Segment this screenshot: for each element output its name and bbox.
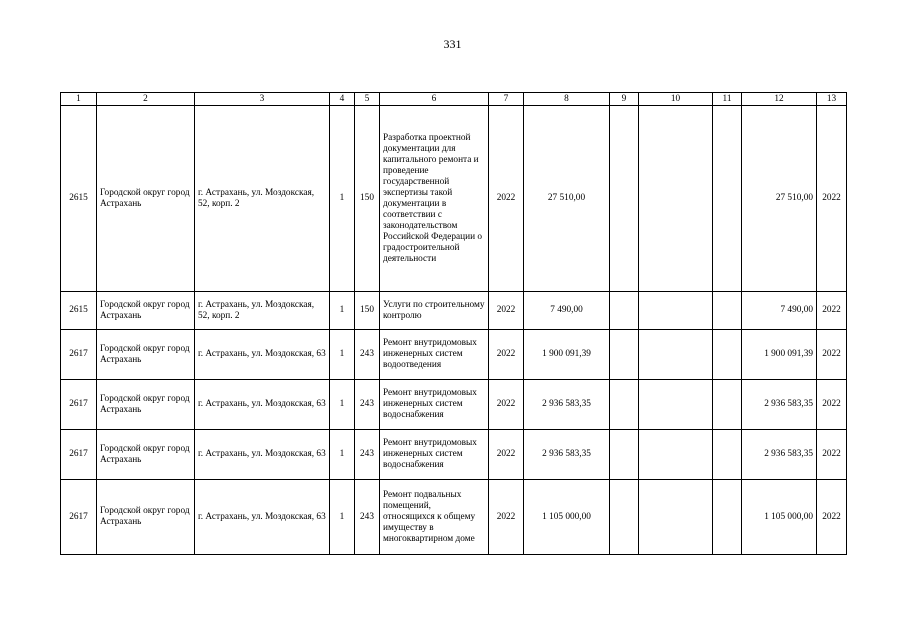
table-row: [61, 292, 847, 330]
address-cell: г. Астрахань, ул. Моздокская, 63: [195, 330, 330, 380]
column-number-row: [61, 93, 847, 106]
column-number: 13: [817, 93, 847, 106]
column-11-cell: [713, 430, 742, 480]
house-id-cell: 2617: [61, 480, 97, 555]
column-5-cell: 243: [355, 430, 380, 480]
column-4-cell: 1: [330, 380, 355, 430]
cost-cell: 1 105 000,00: [524, 480, 610, 555]
cost-cell: 1 900 091,39: [524, 330, 610, 380]
completion-year-cell: 2022: [817, 380, 847, 430]
column-number: 7: [489, 93, 524, 106]
amount-cell: 27 510,00: [742, 106, 817, 292]
column-11-cell: [713, 480, 742, 555]
table-row: [61, 330, 847, 380]
year-cell: 2022: [489, 480, 524, 555]
column-number: 3: [195, 93, 330, 106]
year-cell: 2022: [489, 292, 524, 330]
column-11-cell: [713, 292, 742, 330]
municipality-cell: Городской округ город Астрахань: [97, 292, 195, 330]
table-row: [61, 430, 847, 480]
amount-cell: 7 490,00: [742, 292, 817, 330]
work-type-cell: Ремонт внутридомовых инженерных систем водоснабжения: [380, 380, 489, 430]
column-4-cell: 1: [330, 430, 355, 480]
amount-cell: 2 936 583,35: [742, 430, 817, 480]
column-5-cell: 150: [355, 106, 380, 292]
completion-year-cell: 2022: [817, 330, 847, 380]
municipality-cell: Городской округ город Астрахань: [97, 330, 195, 380]
address-cell: г. Астрахань, ул. Моздокская, 52, корп. 2: [195, 292, 330, 330]
completion-year-cell: 2022: [817, 430, 847, 480]
work-type-cell: Услуги по строительному контролю: [380, 292, 489, 330]
column-11-cell: [713, 380, 742, 430]
municipality-cell: Городской округ город Астрахань: [97, 480, 195, 555]
column-5-cell: 150: [355, 292, 380, 330]
column-11-cell: [713, 330, 742, 380]
house-id-cell: 2615: [61, 292, 97, 330]
house-id-cell: 2617: [61, 430, 97, 480]
column-9-cell: [610, 380, 639, 430]
address-cell: г. Астрахань, ул. Моздокская, 52, корп. 2: [195, 106, 330, 292]
column-5-cell: 243: [355, 480, 380, 555]
column-11-cell: [713, 106, 742, 292]
column-10-cell: [639, 380, 713, 430]
page-number: 331: [443, 37, 462, 51]
address-cell: г. Астрахань, ул. Моздокская, 63: [195, 380, 330, 430]
year-cell: 2022: [489, 380, 524, 430]
column-number: 12: [742, 93, 817, 106]
table-row: [61, 380, 847, 430]
column-number: 11: [713, 93, 742, 106]
column-5-cell: 243: [355, 380, 380, 430]
address-cell: г. Астрахань, ул. Моздокская, 63: [195, 480, 330, 555]
column-10-cell: [639, 430, 713, 480]
completion-year-cell: 2022: [817, 480, 847, 555]
column-4-cell: 1: [330, 292, 355, 330]
column-9-cell: [610, 292, 639, 330]
house-id-cell: 2615: [61, 106, 97, 292]
column-number: 6: [380, 93, 489, 106]
table-row: [61, 480, 847, 555]
work-type-cell: Ремонт внутридомовых инженерных систем водоснабжения: [380, 430, 489, 480]
column-number: 5: [355, 93, 380, 106]
column-number: 2: [97, 93, 195, 106]
column-10-cell: [639, 480, 713, 555]
cost-cell: 27 510,00: [524, 106, 610, 292]
house-id-cell: 2617: [61, 380, 97, 430]
year-cell: 2022: [489, 330, 524, 380]
column-9-cell: [610, 106, 639, 292]
column-9-cell: [610, 480, 639, 555]
column-number: 10: [639, 93, 713, 106]
table-row: [61, 106, 847, 292]
column-9-cell: [610, 430, 639, 480]
municipality-cell: Городской округ город Астрахань: [97, 106, 195, 292]
municipality-cell: Городской округ город Астрахань: [97, 380, 195, 430]
amount-cell: 1 900 091,39: [742, 330, 817, 380]
column-10-cell: [639, 292, 713, 330]
year-cell: 2022: [489, 430, 524, 480]
column-4-cell: 1: [330, 480, 355, 555]
column-number: 8: [524, 93, 610, 106]
year-cell: 2022: [489, 106, 524, 292]
cost-cell: 2 936 583,35: [524, 380, 610, 430]
completion-year-cell: 2022: [817, 106, 847, 292]
house-id-cell: 2617: [61, 330, 97, 380]
amount-cell: 1 105 000,00: [742, 480, 817, 555]
cost-cell: 2 936 583,35: [524, 430, 610, 480]
column-4-cell: 1: [330, 330, 355, 380]
column-number: 4: [330, 93, 355, 106]
registry-table: [60, 92, 847, 555]
column-4-cell: 1: [330, 106, 355, 292]
work-type-cell: Ремонт подвальных помещений, относящихся к общему имуществу в многоквартирном доме: [380, 480, 489, 555]
completion-year-cell: 2022: [817, 292, 847, 330]
column-number: 1: [61, 93, 97, 106]
address-cell: г. Астрахань, ул. Моздокская, 63: [195, 430, 330, 480]
municipality-cell: Городской округ город Астрахань: [97, 430, 195, 480]
column-10-cell: [639, 106, 713, 292]
cost-cell: 7 490,00: [524, 292, 610, 330]
work-type-cell: Ремонт внутридомовых инженерных систем водоотведения: [380, 330, 489, 380]
work-type-cell: Разработка проектной документации для капитального ремонта и проведение государственной экспертизы такой документации в соответствии с законодательством Российской Федерации о градостроительной деятельности: [380, 106, 489, 292]
column-number: 9: [610, 93, 639, 106]
column-5-cell: 243: [355, 330, 380, 380]
column-10-cell: [639, 330, 713, 380]
amount-cell: 2 936 583,35: [742, 380, 817, 430]
column-9-cell: [610, 330, 639, 380]
